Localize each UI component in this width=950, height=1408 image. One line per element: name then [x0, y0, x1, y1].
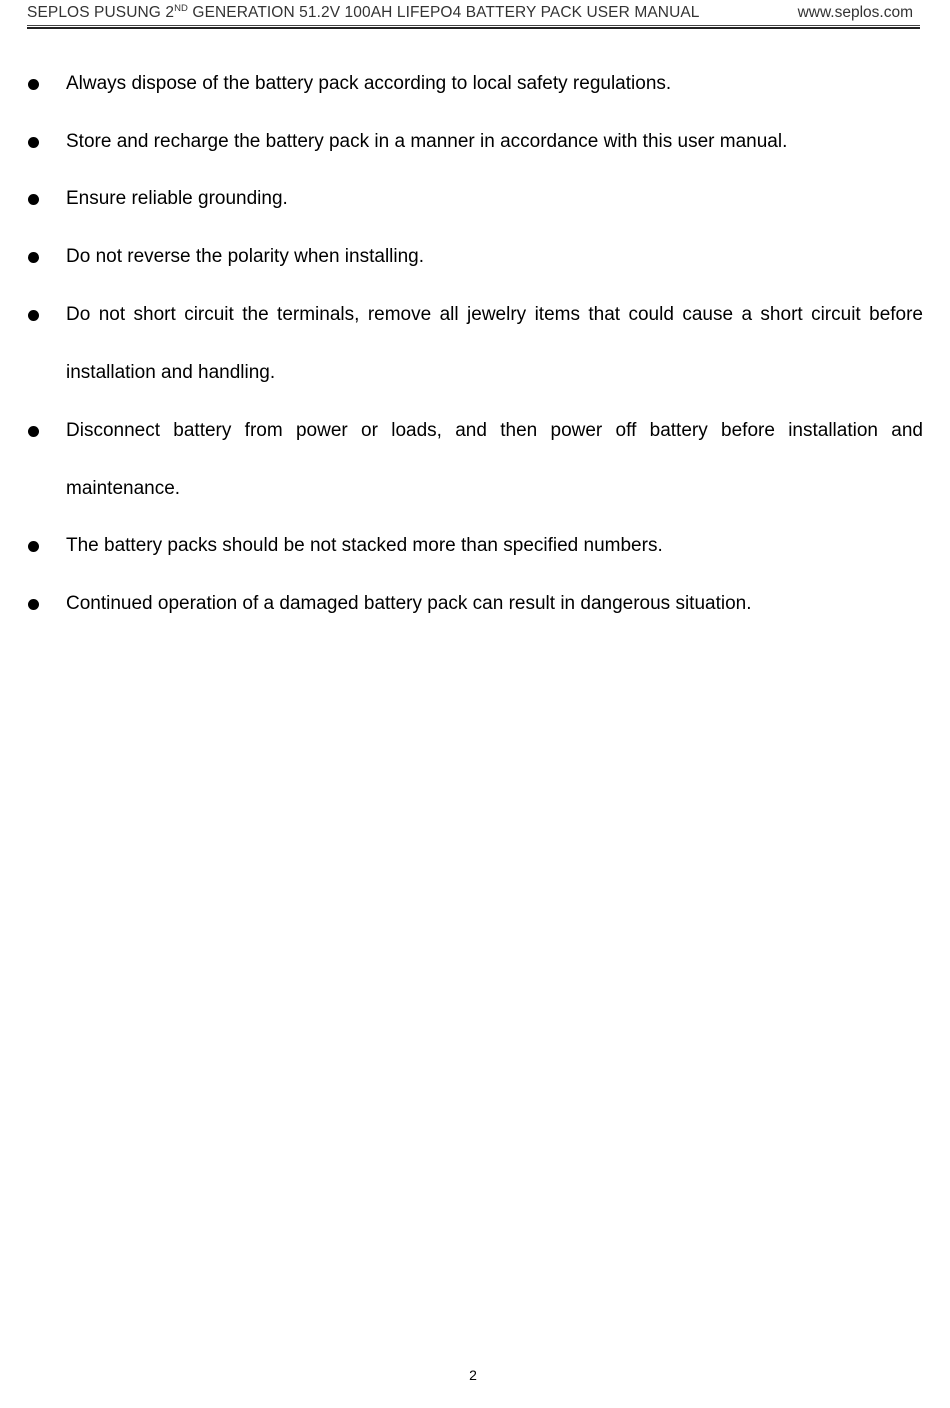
bullet-dot-icon	[28, 541, 39, 552]
list-item-text: The battery packs should be not stacked more than specified numbers.	[66, 535, 663, 556]
bullet-dot-icon	[28, 137, 39, 148]
list-item-text: Always dispose of the battery pack according to local safety regulations.	[66, 73, 672, 94]
list-item-text: Store and recharge the battery pack in a manner in accordance with this user manual.	[66, 131, 788, 152]
bullet-dot-icon	[28, 194, 39, 205]
header-url: www.seplos.com	[797, 4, 913, 21]
page-number: 2	[469, 1367, 477, 1383]
header-title-suffix: GENERATION 51.2V 100AH LIFEPO4 BATTERY PACK USER MANUAL	[188, 4, 700, 21]
header-rule-thick	[27, 27, 920, 29]
list-item-text: Continued operation of a damaged battery pack can result in dangerous situation.	[66, 593, 752, 614]
bullet-dot-icon	[28, 426, 39, 437]
bullet-dot-icon	[28, 79, 39, 90]
header-rule-thin	[27, 25, 920, 26]
list-item-text: Do not reverse the polarity when installing.	[66, 246, 425, 267]
header-title-superscript: ND	[174, 3, 188, 14]
list-item-text: Do not short circuit the terminals, remove all jewelry items that could cause a short circuit before installation and handling.	[66, 304, 923, 383]
list-item-text: Disconnect battery from power or loads, and then power off battery before installation and maintenance.	[66, 420, 923, 499]
list-item-text: Ensure reliable grounding.	[66, 188, 288, 209]
bullet-dot-icon	[28, 310, 39, 321]
bullet-dot-icon	[28, 599, 39, 610]
header-title-prefix: SEPLOS PUSUNG 2	[27, 4, 175, 21]
bullet-dot-icon	[28, 252, 39, 263]
header-title	[27, 2, 700, 24]
page-header	[27, 2, 920, 24]
